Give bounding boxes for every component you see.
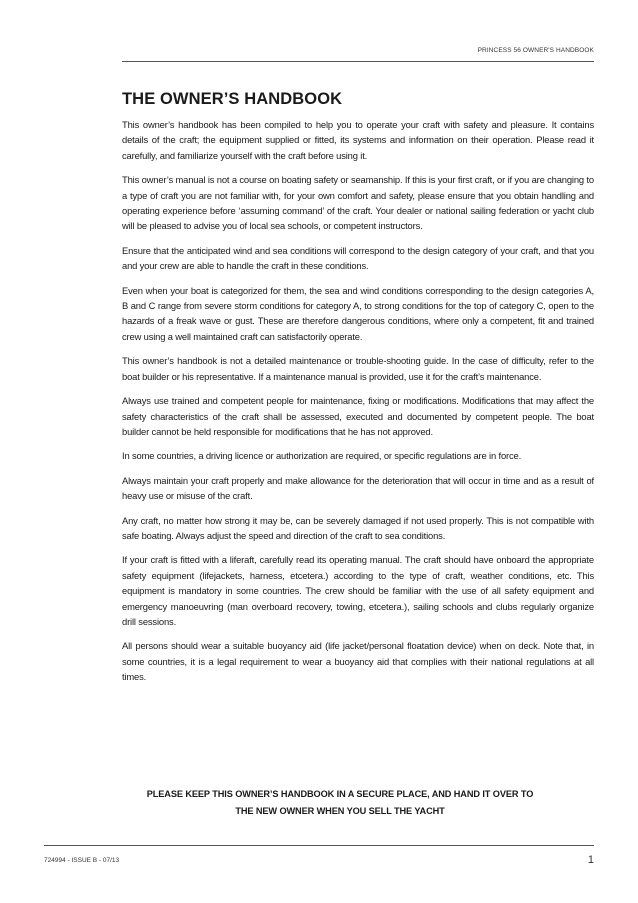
paragraph: Any craft, no matter how strong it may be, can be severely damaged if not used properly. This is not compatible with safe boating. Always adjust the speed and direction of the craft to sea conditions. [122, 514, 594, 541]
paragraph: All persons should wear a suitable buoyancy aid (life jacket/personal floatation device) when on deck. Note that, in some countries, it is a legal requirement to wear a buoyancy aid that complies with their national regulations at all times. [122, 640, 594, 683]
paragraph: In some countries, a driving licence or authorization are required, or specific regulations are in force. [122, 450, 522, 462]
header-divider [122, 61, 594, 62]
body-text [122, 117, 594, 694]
page-number: 1 [587, 854, 594, 866]
paragraph: Ensure that the anticipated wind and sea conditions will correspond to the design category of your craft, and that you and your crew are able to handle the craft in these conditions. [122, 244, 594, 272]
page-title: THE OWNER’S HANDBOOK [122, 90, 343, 108]
notice-line-2: THE NEW OWNER WHEN YOU SELL THE YACHT [235, 806, 445, 816]
footer-divider [44, 845, 594, 846]
paragraph: This owner’s manual is not a course on boating safety or seamanship. If this is your first craft, or if you are changing to a type of craft you are not familiar with, for your own comfort and safety, please ensure that you obtain handling and operating experience before ‘assuming command’ of the craft. Your dealer or national sailing federation or yacht club will be pleased to advise you of local sea schools, or competent instructors. [122, 174, 594, 232]
paragraph: Always use trained and competent people for maintenance, fixing or modifications. Modifications that may affect the safety characteristics of the craft shall be assessed, executed and documented by competent people. The boat builder cannot be held responsible for modifications that he has not approved. [122, 395, 594, 437]
document-code: 724994 - ISSUE B - 07/13 [44, 857, 120, 864]
paragraph: If your craft is fitted with a liferaft, carefully read its operating manual. The craft should have onboard the appropriate safety equipment (lifejackets, harness, etcetera.) according to the type of craft, weather conditions, etc. This equipment is mandatory in some countries. The crew should be familiar with the use of all safety equipment and emergency manoeuvring (man overboard recovery, towing, etcetera.), sailing schools and clubs regularly organize drill sessions. [122, 554, 594, 627]
handbook-notice [100, 786, 580, 820]
running-header: PRINCESS 56 OWNER'S HANDBOOK [477, 47, 594, 54]
paragraph: This owner’s handbook is not a detailed maintenance or trouble-shooting guide. In the case of difficulty, refer to the boat builder or his representative. If a maintenance manual is provided, use it for the craft’s maintenance. [122, 355, 594, 382]
notice-line-1: PLEASE KEEP THIS OWNER’S HANDBOOK IN A SECURE PLACE, AND HAND IT OVER TO [146, 789, 534, 799]
paragraph: Always maintain your craft properly and make allowance for the deterioration that will occur in time and as a result of heavy use or misuse of the craft. [122, 474, 594, 502]
paragraph: This owner’s handbook has been compiled to help you to operate your craft with safety and pleasure. It contains details of the craft; the equipment supplied or fitted, its systems and information on their operation. Please read it carefully, and familiarize yourself with the craft before using it. [122, 119, 594, 161]
paragraph: Even when your boat is categorized for them, the sea and wind conditions corresponding to the design categories A, B and C range from severe storm conditions for category A, to strong conditions for the top of category C, open to the hazards of a freak wave or gust. These are therefore dangerous conditions, where only a competent, fit and trained crew using a well maintained craft can satisfactorily operate. [122, 284, 594, 342]
